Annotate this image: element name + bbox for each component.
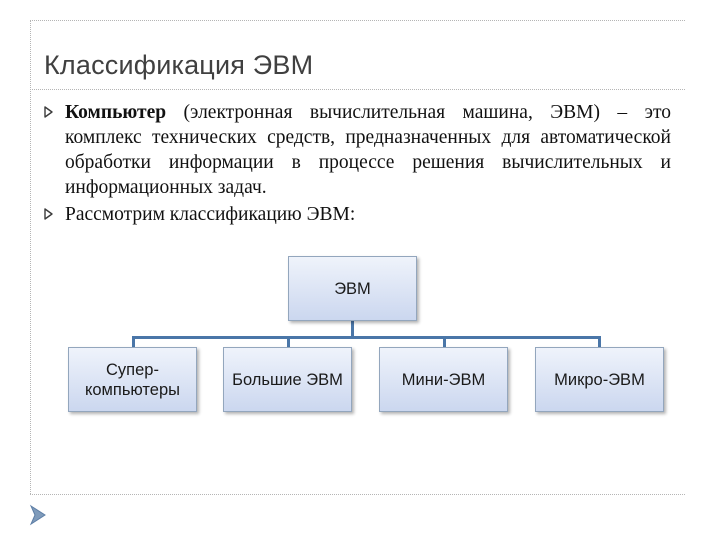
- nav-arrow-icon[interactable]: [28, 504, 48, 526]
- connector-child-3: [443, 336, 446, 348]
- connector-child-1: [132, 336, 135, 348]
- bullet-text: [65, 100, 671, 200]
- bullet-body: Рассмотрим классификацию ЭВМ:: [65, 204, 356, 225]
- bullet-item-classification-intro: [44, 202, 671, 227]
- slide-frame-top-rule: [30, 20, 685, 21]
- node-minicomputers: Мини-ЭВМ: [379, 347, 508, 412]
- node-microcomputers: Микро-ЭВМ: [535, 347, 664, 412]
- slide-frame-left-rule: [30, 20, 31, 494]
- bullet-item-computer-definition: [44, 100, 671, 200]
- bullet-list: [44, 100, 671, 229]
- node-mainframes: Большие ЭВМ: [223, 347, 352, 412]
- title-divider: [30, 89, 685, 90]
- bullet-text: [65, 202, 671, 227]
- connector-child-4: [598, 336, 601, 348]
- bullet-term: Компьютер: [65, 102, 167, 123]
- triangle-right-icon: [44, 208, 53, 220]
- connector-child-2: [287, 336, 290, 348]
- connector-horizontal-bar: [132, 336, 600, 339]
- connector-root-stem: [351, 320, 354, 337]
- slide-frame-bottom-rule: [30, 494, 685, 495]
- bullet-body: (электронная вычислительная машина, ЭВМ) – это комплекс технических средств, предназначенных для автоматической обработки информации в процессе решения вычислительных и информационных задач.: [65, 102, 671, 198]
- slide-title: Классификация ЭВМ: [44, 50, 314, 80]
- node-supercomputers: Супер- компьютеры: [68, 347, 197, 412]
- node-evm-root: ЭВМ: [288, 256, 417, 321]
- triangle-right-icon: [44, 106, 53, 118]
